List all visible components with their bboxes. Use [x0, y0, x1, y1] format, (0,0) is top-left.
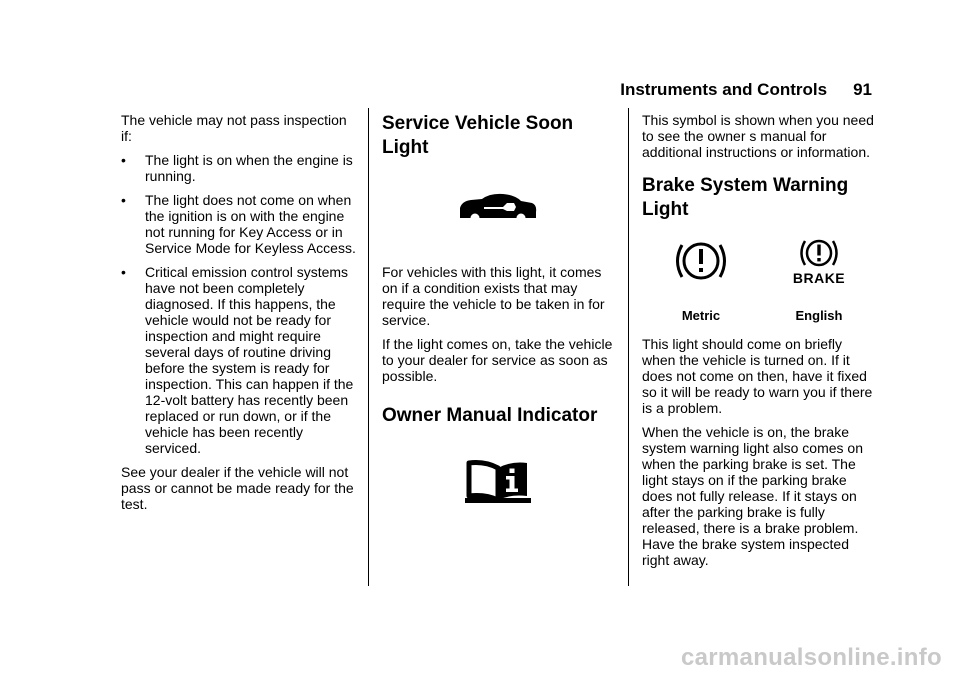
bullet-mark: •	[121, 264, 126, 280]
column-1	[121, 112, 359, 520]
list-item	[121, 264, 359, 456]
bullet-mark: •	[121, 152, 126, 168]
brake-warning-metric-icon	[671, 236, 731, 286]
list-item	[121, 192, 359, 256]
service-vehicle-icon-block	[382, 192, 614, 222]
column-divider-left	[368, 108, 369, 586]
brake-paragraph-2: When the vehicle is on, the brake system warning light also comes on when the parking brake is set. The light stays on if the parking brake does not fully release. If it stays on after the parking brake is fully released, there is a brake problem. Have the brake system inspected right away.	[642, 424, 863, 568]
service-paragraph-1: For vehicles with this light, it comes on if a condition exists that may require the vehicle to be taken in for service.	[382, 264, 605, 328]
brake-english-symbol	[769, 236, 869, 286]
page-header	[620, 80, 872, 100]
bullet-text: Critical emission control systems have not been completely diagnosed. If this happens, the vehicle would not be ready for inspection and might require several days of routine driving before the system is ready for inspection. This can happen if the 12-volt battery has recently been replaced or run down, or if the vehicle has been recently serviced.	[145, 264, 354, 456]
owner-manual-icon-block	[382, 458, 614, 504]
watermark: carmanualsonline.info	[680, 644, 942, 671]
page-number: 91	[853, 80, 872, 99]
dealer-note: See your dealer if the vehicle will not pass or cannot be made ready for the test.	[121, 464, 354, 512]
caption-metric: Metric	[681, 308, 721, 323]
inspection-intro: The vehicle may not pass inspection if:	[121, 112, 347, 144]
brake-warning-english-icon	[794, 236, 844, 270]
service-vehicle-car-icon	[458, 192, 538, 222]
owner-manual-heading: Owner Manual Indicator	[382, 405, 598, 426]
list-item	[121, 152, 359, 184]
brake-paragraph-1: This light should come on briefly when the vehicle is turned on. If it does not come on then, have it fixed so it will be ready to warn you if there is a problem.	[642, 336, 873, 416]
brake-word-label: BRAKE	[792, 270, 846, 286]
bullet-text: The light is on when the engine is running.	[145, 152, 353, 184]
column-3	[642, 112, 878, 576]
column-2	[382, 112, 614, 504]
bullet-text: The light does not come on when the ignition is on with the engine not running for Key Access or in Service Mode for Keyless Access.	[145, 192, 356, 256]
brake-icons-row	[642, 236, 878, 286]
brake-captions	[642, 308, 878, 324]
caption-english: English	[795, 308, 843, 323]
owner-manual-book-icon	[463, 458, 533, 504]
service-vehicle-heading: Service Vehicle Soon Light	[382, 113, 574, 158]
section-title: Instruments and Controls	[620, 80, 828, 99]
brake-warning-heading: Brake System Warning Light	[642, 175, 849, 220]
brake-metric-symbol	[651, 236, 751, 286]
service-paragraph-2: If the light comes on, take the vehicle to your dealer for service as soon as possible.	[382, 336, 613, 384]
inspection-bullet-list	[121, 152, 359, 456]
owner-symbol-text: This symbol is shown when you need to see the owner s manual for additional instructions or information.	[642, 112, 874, 160]
column-divider-right	[628, 108, 629, 586]
bullet-mark: •	[121, 192, 126, 208]
